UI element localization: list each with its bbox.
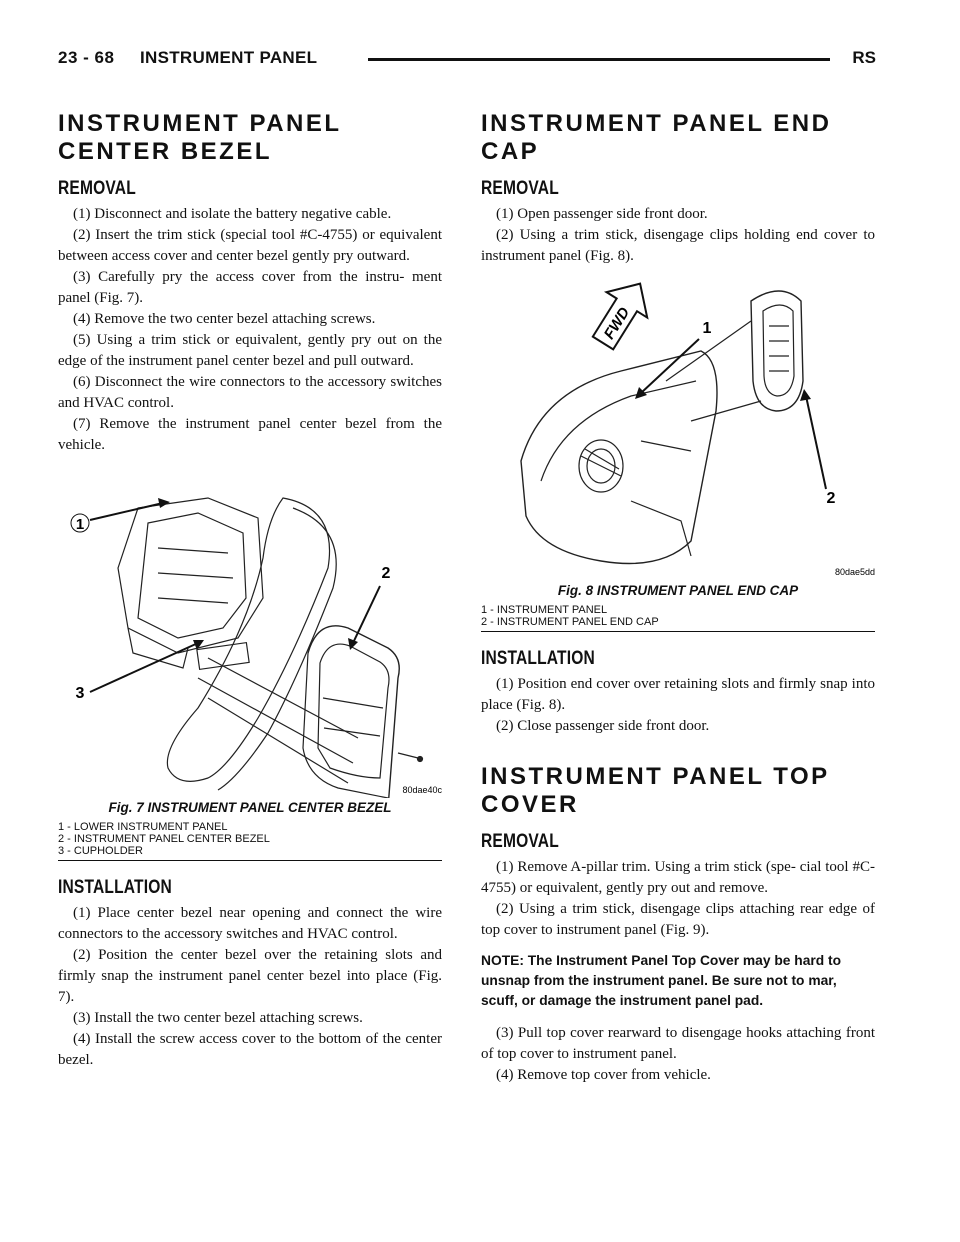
installation-heading: INSTALLATION	[481, 648, 595, 669]
right-column	[481, 110, 875, 1086]
figure-8	[481, 281, 875, 632]
callout-1: 1	[702, 320, 712, 337]
section-title: INSTRUMENT PANEL	[140, 48, 318, 67]
legend-item: 2 - INSTRUMENT PANEL END CAP	[481, 616, 659, 628]
legend-item: 1 - LOWER INSTRUMENT PANEL	[58, 821, 228, 833]
callout-3: 3	[75, 685, 85, 702]
note: NOTE: The Instrument Panel Top Cover may be hard to unsnap from the instrument panel. Be sure not to mar, scuff, or damage the instrument panel pad.	[481, 953, 842, 1008]
figure-caption: Fig. 7 INSTRUMENT PANEL CENTER BEZEL	[108, 800, 392, 815]
step: (1) Disconnect and isolate the battery negative cable.	[73, 206, 392, 222]
installation-heading: INSTALLATION	[58, 877, 172, 898]
legend-item: 3 - CUPHOLDER	[58, 845, 143, 857]
end-cap-title: INSTRUMENT PANEL END CAP	[481, 110, 832, 165]
removal-heading: REMOVAL	[58, 178, 136, 199]
figure-caption: Fig. 8 INSTRUMENT PANEL END CAP	[557, 583, 799, 598]
figure-7	[58, 478, 442, 861]
step: (2) Using a trim stick, disengage clips attaching rear edge of top cover to instrument panel (Fig. 9).	[481, 901, 875, 938]
center-bezel-title: INSTRUMENT PANEL CENTER BEZEL	[58, 110, 342, 165]
step: (7) Remove the instrument panel center bezel from the vehicle.	[58, 416, 442, 453]
callout-2: 2	[826, 490, 836, 507]
page-header	[58, 48, 876, 72]
model-code: RS	[852, 48, 876, 67]
step: (2) Position the center bezel over the retaining slots and firmly snap the instrument panel center bezel into place (Fig. 7).	[58, 947, 442, 1005]
left-column	[58, 110, 442, 1071]
removal-heading: REMOVAL	[481, 831, 559, 852]
page-number: 23 - 68	[58, 48, 115, 67]
callout-1: 1	[75, 516, 85, 533]
step: (5) Using a trim stick or equivalent, gently pry out on the edge of the instrument panel center bezel and pull outward.	[58, 332, 442, 369]
legend-item: 2 - INSTRUMENT PANEL CENTER BEZEL	[58, 833, 270, 845]
end-cap-illustration	[481, 281, 875, 581]
step: (2) Using a trim stick, disengage clips holding end cover to instrument panel (Fig. 8).	[481, 227, 875, 264]
step: (3) Install the two center bezel attaching screws.	[73, 1010, 363, 1026]
figure-code: 80dae40c	[402, 785, 442, 795]
step: (4) Remove the two center bezel attaching screws.	[73, 311, 376, 327]
step: (3) Carefully pry the access cover from the instru- ment panel (Fig. 7).	[58, 269, 442, 306]
top-cover-title: INSTRUMENT PANEL TOP COVER	[481, 763, 830, 818]
fwd-label: FWD	[600, 304, 634, 343]
step: (1) Remove A-pillar trim. Using a trim stick (spe- cial tool #C-4755) or equivalent, gently pry out and remove.	[481, 859, 875, 896]
figure-legend	[481, 604, 875, 632]
fwd-arrow	[583, 281, 661, 356]
legend-item: 1 - INSTRUMENT PANEL	[481, 604, 608, 616]
step: (1) Open passenger side front door.	[496, 206, 708, 222]
step: (2) Insert the trim stick (special tool #C-4755) or equivalent between access cover and center bezel gently pry outward.	[58, 227, 442, 264]
removal-heading: REMOVAL	[481, 178, 559, 199]
step: (3) Pull top cover rearward to disengage hooks attaching front of top cover to instrument panel.	[481, 1025, 875, 1062]
step: (4) Install the screw access cover to the bottom of the center bezel.	[58, 1031, 442, 1068]
step: (1) Place center bezel near opening and connect the wire connectors to the accessory switches and HVAC control.	[58, 905, 442, 942]
center-bezel-illustration	[58, 478, 442, 798]
callout-2: 2	[381, 565, 391, 582]
figure-code: 80dae5dd	[834, 567, 875, 577]
step: (4) Remove top cover from vehicle.	[496, 1067, 711, 1083]
step: (2) Close passenger side front door.	[496, 718, 710, 734]
step: (6) Disconnect the wire connectors to the accessory switches and HVAC control.	[58, 374, 442, 411]
figure-legend	[58, 821, 442, 861]
header-rule	[368, 58, 830, 61]
step: (1) Position end cover over retaining slots and firmly snap into place (Fig. 8).	[481, 676, 875, 713]
